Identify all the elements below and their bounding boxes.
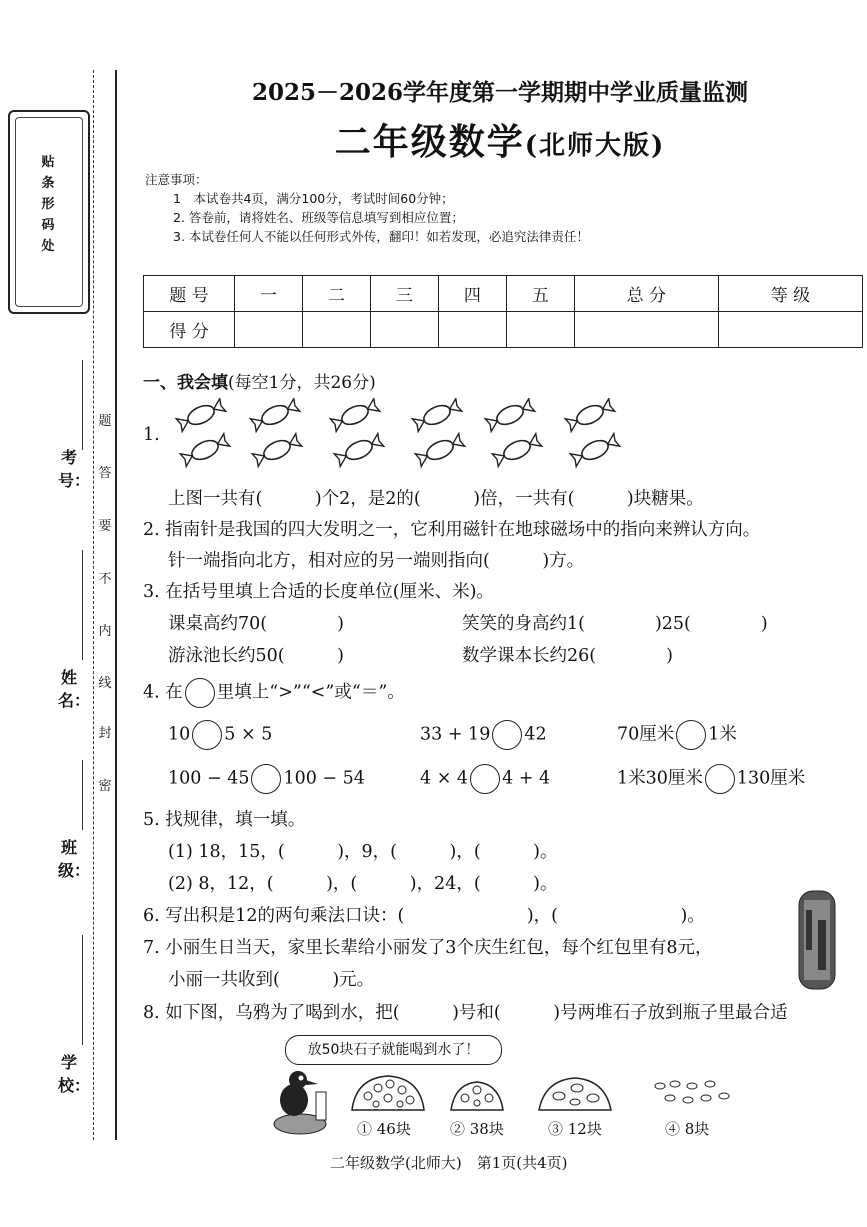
stone-label: ④ 8块 (665, 1120, 710, 1138)
candy-group (485, 398, 542, 467)
q4-right: 130厘米 (736, 768, 806, 789)
compare-circle[interactable] (705, 764, 735, 794)
school-label: 学校： (58, 1053, 91, 1095)
q7-line2: 小丽一共收到( )元。 (168, 970, 375, 990)
q4-item (617, 764, 805, 794)
seal-char: 密 (98, 779, 112, 794)
score-input-cell[interactable] (370, 312, 438, 348)
q4-right: 100 − 54 (283, 768, 365, 789)
q1-number: 1. (143, 425, 160, 445)
score-input-cell[interactable] (438, 312, 506, 348)
seal-char: 答 (98, 466, 112, 481)
q8-line1: 8. 如下图，乌鸦为了喝到水，把( )号和( )号两堆石子放到瓶子里最合适 (143, 1003, 788, 1023)
stone-pile-2 (447, 1078, 507, 1114)
table-cell: 五 (506, 276, 574, 312)
q4-instruction (143, 678, 405, 708)
name-blank[interactable] (82, 550, 83, 660)
q6-text: 6. 写出积是12的两句乘法口诀：( )，( )。 (143, 906, 705, 926)
exam-no-label: 考号： (58, 448, 91, 490)
score-input-cell[interactable] (718, 312, 862, 348)
table-cell: 等 级 (718, 276, 862, 312)
speech-bubble: 放50块石子就能喝到水了！ (285, 1035, 502, 1065)
seal-char: 要 (98, 519, 112, 534)
score-input-cell[interactable] (235, 312, 303, 348)
q4-right: 42 (524, 724, 547, 745)
q3-item: 游泳池长约50( ) (168, 646, 344, 666)
candy-group (250, 398, 302, 467)
stone-label: ② 38块 (450, 1120, 504, 1138)
edition-label: (北师大版) (524, 131, 666, 161)
school-blank[interactable] (82, 935, 83, 1045)
q5-line1: 5. 找规律，填一填。 (143, 810, 306, 830)
compare-circle[interactable] (492, 720, 522, 750)
compare-circle[interactable] (676, 720, 706, 750)
q4-left: 100 − 45 (168, 768, 250, 789)
barcode-label: 贴条形码处 (41, 155, 55, 254)
seal-char: 题 (98, 414, 112, 429)
q4-left: 33 + 19 (420, 724, 491, 745)
seal-char: 不 (98, 572, 112, 587)
candy-group (565, 398, 620, 467)
score-input-cell[interactable] (302, 312, 370, 348)
seal-char: 线 (98, 676, 112, 691)
notice-item: 2. 答卷前，请将姓名、班级等信息填写到相应位置； (173, 210, 464, 225)
compare-circle[interactable] (470, 764, 500, 794)
q2-line2: 针一端指向北方，相对应的另一端则指向( )方。 (168, 551, 585, 571)
stone-pile-3 (535, 1072, 615, 1114)
q4-left: 10 (168, 724, 191, 745)
q3-item: 课桌高约70( ) (168, 614, 344, 634)
table-cell: 一 (235, 276, 303, 312)
notice-item: 1 本试卷共4页，满分100分，考试时间60分钟； (173, 191, 454, 206)
q4-item (168, 720, 272, 750)
notice-block (145, 170, 589, 246)
seal-char: 封 (98, 726, 112, 741)
q4-left: 70厘米 (617, 724, 675, 745)
table-cell: 题 号 (144, 276, 235, 312)
section-heading (143, 368, 376, 393)
table-cell: 二 (302, 276, 370, 312)
q5-sub: (2) 8，12，( )，( )，24，( )。 (168, 874, 558, 894)
section-note: (每空1分，共26分) (228, 373, 376, 393)
notice-heading: 注意事项： (145, 172, 208, 187)
margin-rule (115, 70, 117, 1140)
table-row (144, 276, 863, 312)
score-input-cell[interactable] (574, 312, 718, 348)
exam-title: 2025－2026学年度第一学期期中学业质量监测 (251, 79, 749, 106)
q5-sub: (1) 18，15，( )，9，( )，( )。 (168, 842, 558, 862)
seal-char: 内 (98, 624, 112, 639)
q4-right: 1米 (708, 724, 737, 745)
candy-group (412, 398, 465, 467)
stone-pile-4 (650, 1078, 735, 1108)
subject-name: 二年级数学 (334, 121, 525, 163)
q4-item (420, 720, 547, 750)
name-label: 姓名： (58, 668, 91, 710)
stone-pile-1 (348, 1072, 428, 1114)
q3-item: 数学课本长约26( ) (462, 646, 673, 666)
q4-pre: 4. 在 (143, 682, 183, 703)
q4-item (168, 764, 365, 794)
q2-line1: 2. 指南针是我国的四大发明之一，它利用磁针在地球磁场中的指向来辨认方向。 (143, 520, 761, 540)
barcode-area (8, 110, 90, 314)
table-cell: 得 分 (144, 312, 235, 348)
candy-group (176, 398, 230, 467)
page-footer: 二年级数学(北师大) 第1页(共4页) (330, 1154, 568, 1172)
candy-group (330, 398, 384, 467)
stone-label: ① 46块 (357, 1120, 411, 1138)
decorative-photo (798, 890, 836, 990)
q4-left: 1米30厘米 (617, 768, 703, 789)
table-row (144, 312, 863, 348)
class-blank[interactable] (82, 760, 83, 830)
seal-dashed-line (93, 70, 94, 1140)
crow-icon (268, 1062, 338, 1137)
compare-circle[interactable] (192, 720, 222, 750)
q4-item (617, 720, 737, 750)
q4-item (420, 764, 550, 794)
table-cell: 四 (438, 276, 506, 312)
circle-icon (185, 678, 215, 708)
q4-right: 4 + 4 (502, 768, 551, 789)
q4-right: 5 × 5 (224, 724, 273, 745)
table-cell: 三 (370, 276, 438, 312)
candy-illustration (165, 398, 635, 470)
class-label: 班级： (58, 838, 91, 880)
q3-item: 笑笑的身高约1( )25( ) (462, 614, 768, 634)
q4-left: 4 × 4 (420, 768, 469, 789)
score-table (143, 275, 863, 348)
exam-no-blank[interactable] (82, 360, 83, 450)
score-input-cell[interactable] (506, 312, 574, 348)
q1-text: 上图一共有( )个2，是2的( )倍，一共有( )块糖果。 (168, 489, 704, 509)
notice-item: 3. 本试卷任何人不能以任何形式外传，翻印！如若发现，必追究法律责任！ (173, 229, 589, 244)
section-title: 一、我会填 (143, 373, 228, 393)
q4-post: 里填上“>”“<”或“＝”。 (216, 682, 405, 703)
compare-circle[interactable] (251, 764, 281, 794)
stone-label: ③ 12块 (548, 1120, 602, 1138)
q3-line1: 3. 在括号里填上合适的长度单位(厘米、米)。 (143, 582, 494, 602)
subject-title (150, 114, 850, 165)
table-cell: 总 分 (574, 276, 718, 312)
q7-line1: 7. 小丽生日当天，家里长辈给小丽发了3个庆生红包，每个红包里有8元， (143, 938, 713, 958)
